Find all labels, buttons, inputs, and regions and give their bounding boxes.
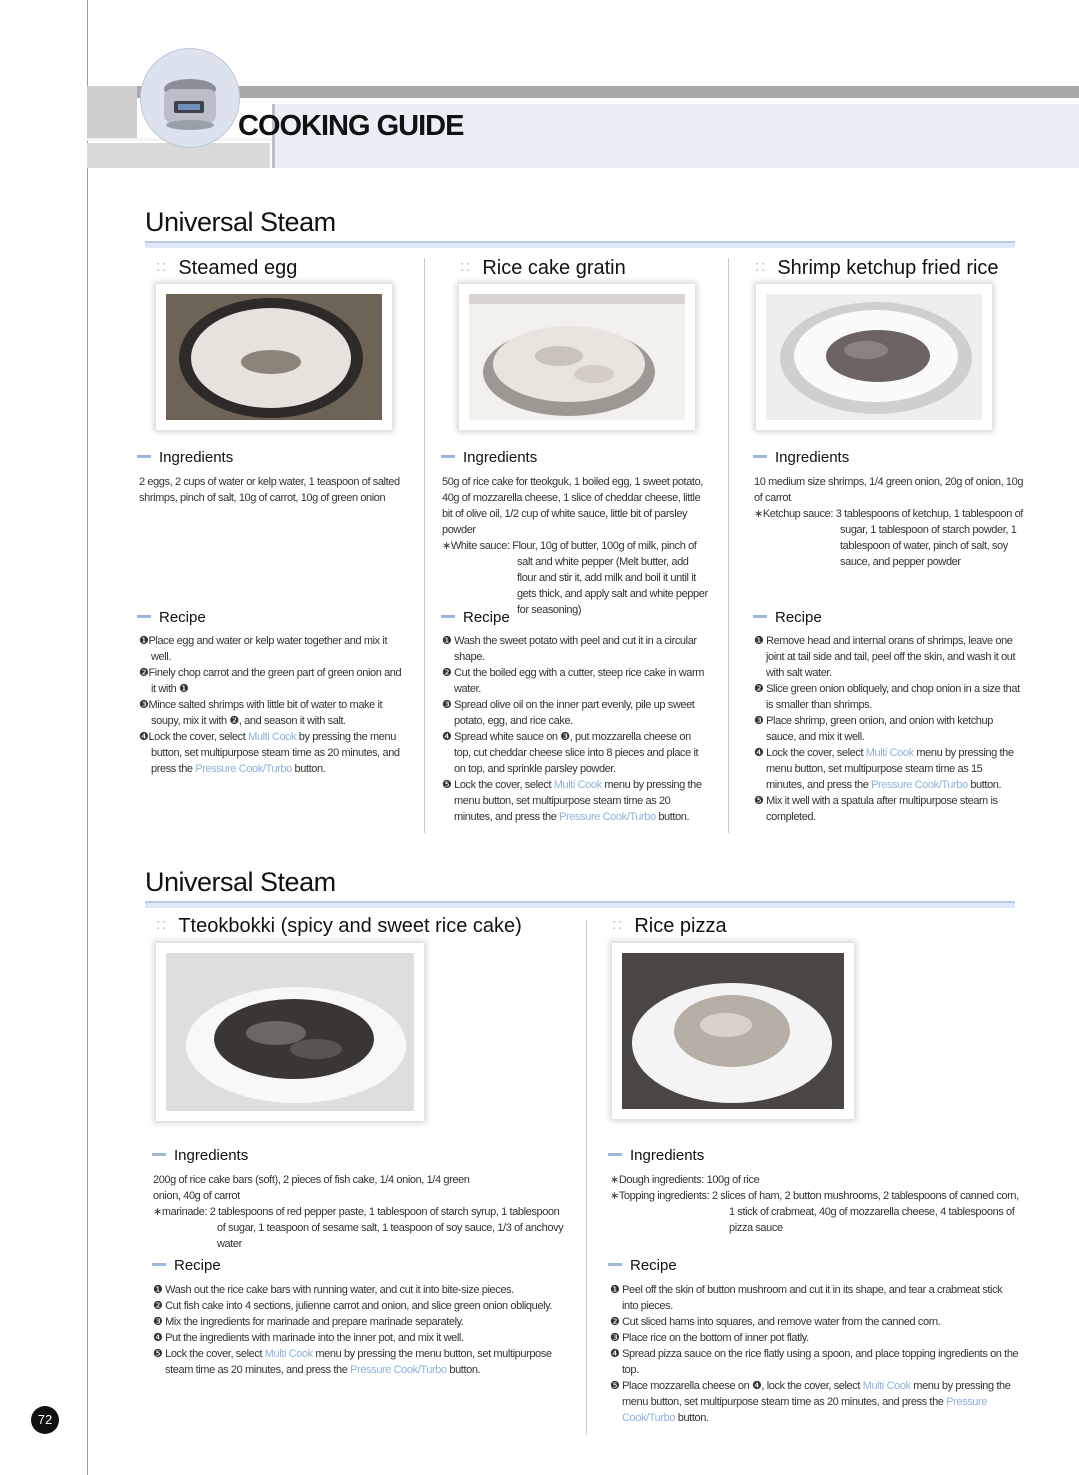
section-title: Universal Steam bbox=[145, 207, 336, 237]
recipe-step: ❷ Cut sliced hams into squares, and remove water from the canned corn. bbox=[610, 1316, 941, 1328]
ingredients-heading: Ingredients bbox=[137, 449, 233, 466]
recipe-step: ❺ Lock the cover, select Multi Cook menu by pressing the menu button, set multipurpose steam time as 20 minutes, and press the Pressure Cook/Turbo button. bbox=[442, 779, 702, 823]
recipe-steps bbox=[139, 633, 407, 777]
section-rule bbox=[145, 241, 1015, 248]
recipe-heading: Recipe bbox=[608, 1257, 677, 1274]
rice-cooker-icon bbox=[140, 48, 240, 148]
dish-photo-rice-cake-gratin bbox=[459, 284, 695, 430]
dish-title-shrimp-ketchup-fried-rice: :: Shrimp ketchup fried rice bbox=[755, 257, 999, 279]
ingredients-text: 10 medium size shrimps, 1/4 green onion, 20g of onion, 10g of carrot ∗Ketchup sauce: 3 tablespoons of ketchup, 1 tablespoon of sugar, 1 tablespoon of starch powder, 1 tablespoon of water, pinch of salt, soy sauce, and pepper powder bbox=[754, 476, 1024, 568]
recipe-steps bbox=[610, 1282, 1020, 1426]
recipe-steps bbox=[442, 633, 710, 825]
recipe-step: ❶ Remove head and internal orans of shrimps, leave one joint at tail side and tail, peel off the skin, and wash it out with salt water. bbox=[754, 635, 1016, 679]
ingredients-heading: Ingredients bbox=[608, 1147, 704, 1164]
header-block bbox=[87, 86, 137, 138]
recipe-step: ❺ Lock the cover, select Multi Cook menu by pressing the menu button, set multipurpose steam time as 20 minutes, and press the Pressure Cook/Turbo button. bbox=[153, 1348, 552, 1376]
recipe-heading: Recipe bbox=[753, 609, 822, 626]
recipe-step: ❷ Cut fish cake into 4 sections, julienne carrot and onion, and slice green onion obliquely. bbox=[153, 1300, 553, 1312]
section-rule bbox=[145, 901, 1015, 908]
recipe-step: ❸ Spread olive oil on the inner part evenly, pile up sweet potato, egg, and rice cake. bbox=[442, 699, 695, 727]
recipe-step: ❸ Place rice on the bottom of inner pot flatly. bbox=[610, 1332, 809, 1344]
dish-title-tteokbokki: :: Tteokbokki (spicy and sweet rice cake) bbox=[156, 915, 522, 937]
recipe-step: ❹ Put the ingredients with marinade into the inner pot, and mix it well. bbox=[153, 1332, 464, 1344]
dish-title-steamed-egg: :: Steamed egg bbox=[156, 257, 298, 279]
dish-photo-steamed-egg bbox=[156, 284, 392, 430]
dish-title-rice-pizza: :: Rice pizza bbox=[612, 915, 727, 937]
recipe-heading: Recipe bbox=[441, 609, 510, 626]
bullet-dots-icon: :: bbox=[612, 916, 625, 933]
dish-photo-tteokbokki bbox=[156, 943, 424, 1121]
column-divider bbox=[586, 920, 587, 1435]
recipe-step: ❷ Cut the boiled egg with a cutter, steep rice cake in warm water. bbox=[442, 667, 705, 695]
ingredients-heading: Ingredients bbox=[152, 1147, 248, 1164]
recipe-heading: Recipe bbox=[152, 1257, 221, 1274]
dish-photo-rice-pizza bbox=[612, 943, 854, 1119]
bullet-dots-icon: :: bbox=[156, 258, 169, 275]
recipe-step: ❷ Slice green onion obliquely, and chop onion in a size that is smaller than shrimps. bbox=[754, 683, 1020, 711]
ingredients-text: 200g of rice cake bars (soft), 2 pieces of fish cake, 1/4 onion, 1/4 green onion, 40g of carrot ∗marinade: 2 tablespoons of red pepper paste, 1 tablespoon of starch syrup, 1 tablespoon of sugar, 1 teaspoon of sesame salt, 1 teaspoon of soy sauce, 1/3 of anchovy water bbox=[153, 1174, 564, 1250]
recipe-step: ❶Place egg and water or kelp water together and mix it well. bbox=[139, 635, 388, 663]
bullet-dots-icon: :: bbox=[156, 916, 169, 933]
dish-photo-shrimp-fried-rice bbox=[756, 284, 992, 430]
recipe-step: ❹ Spread pizza sauce on the rice flatly using a spoon, and place topping ingredients on the top. bbox=[610, 1348, 1019, 1376]
ingredients-text: 50g of rice cake for tteokguk, 1 boiled egg, 1 sweet potato, 40g of mozzarella cheese, 1 slice of cheddar cheese, little bit of olive oil, 1/2 cup of white sauce, little bit of parsley powder ∗White sauce: Flour, 10g of butter, 100g of milk, pinch of salt and white pepper (Melt butter, add flour and stir it, add milk and boil it until it gets thick, and apply salt and white pepper for seasoning) bbox=[442, 476, 708, 616]
bullet-dots-icon: :: bbox=[460, 258, 473, 275]
ingredients-text: 2 eggs, 2 cups of water or kelp water, 1 teaspoon of salted shrimps, pinch of salt, 10g of carrot, 10g of green onion bbox=[139, 476, 400, 504]
recipe-step: ❷Finely chop carrot and the green part of green onion and it with ❶ bbox=[139, 667, 402, 695]
recipe-heading: Recipe bbox=[137, 609, 206, 626]
dish-title-rice-cake-gratin: :: Rice cake gratin bbox=[460, 257, 626, 279]
recipe-step: ❶ Wash out the rice cake bars with running water, and cut it into bite-size pieces. bbox=[153, 1284, 514, 1296]
recipe-steps bbox=[153, 1282, 567, 1378]
recipe-steps bbox=[754, 633, 1022, 825]
recipe-step: ❸ Place shrimp, green onion, and onion with ketchup sauce, and mix it well. bbox=[754, 715, 993, 743]
section-title: Universal Steam bbox=[145, 867, 336, 897]
recipe-step: ❹ Spread white sauce on ❸, put mozzarella cheese on top, cut cheddar cheese slice into 8 pieces and place it on top, and sprinkle parsley powder. bbox=[442, 731, 699, 775]
column-divider bbox=[424, 258, 425, 833]
page-title: COOKING GUIDE bbox=[238, 110, 464, 142]
ingredients-heading: Ingredients bbox=[441, 449, 537, 466]
column-divider bbox=[728, 258, 729, 833]
recipe-step: ❸Mince salted shrimps with little bit of water to make it soupy, mix it with ❷, and season it with salt. bbox=[139, 699, 383, 727]
recipe-step: ❸ Mix the ingredients for marinade and prepare marinade separately. bbox=[153, 1316, 464, 1328]
ingredients-heading: Ingredients bbox=[753, 449, 849, 466]
recipe-step: ❺ Mix it well with a spatula after multipurpose steam is completed. bbox=[754, 795, 998, 823]
recipe-step: ❹ Lock the cover, select Multi Cook menu by pressing the menu button, set multipurpose steam time as 15 minutes, and press the Pressure Cook/Turbo button. bbox=[754, 747, 1014, 791]
ingredients-text: ∗Dough ingredients: 100g of rice ∗Topping ingredients: 2 slices of ham, 2 button mushrooms, 2 tablespoons of canned corn, 1 stick of crabmeat, 40g of mozzarella cheese, 4 tablespoons of pizza sauce bbox=[610, 1174, 1019, 1234]
recipe-step: ❶ Wash the sweet potato with peel and cut it in a circular shape. bbox=[442, 635, 697, 663]
page-margin-rule bbox=[87, 0, 88, 1475]
bullet-dots-icon: :: bbox=[755, 258, 768, 275]
recipe-step: ❹Lock the cover, select Multi Cook by pressing the menu button, set multipurpose steam time as 20 minutes, and press the Pressure Cook/Turbo button. bbox=[139, 731, 400, 775]
recipe-step: ❺ Place mozzarella cheese on ❹, lock the cover, select Multi Cook menu by pressing the menu button, set multipurpose steam time as 20 minutes, and press the Pressure Cook/Turbo button. bbox=[610, 1380, 1011, 1424]
recipe-step: ❶ Peel off the skin of button mushroom and cut it in its shape, and tear a crabmeat stick into pieces. bbox=[610, 1284, 1003, 1312]
page-number: 72 bbox=[31, 1406, 59, 1434]
